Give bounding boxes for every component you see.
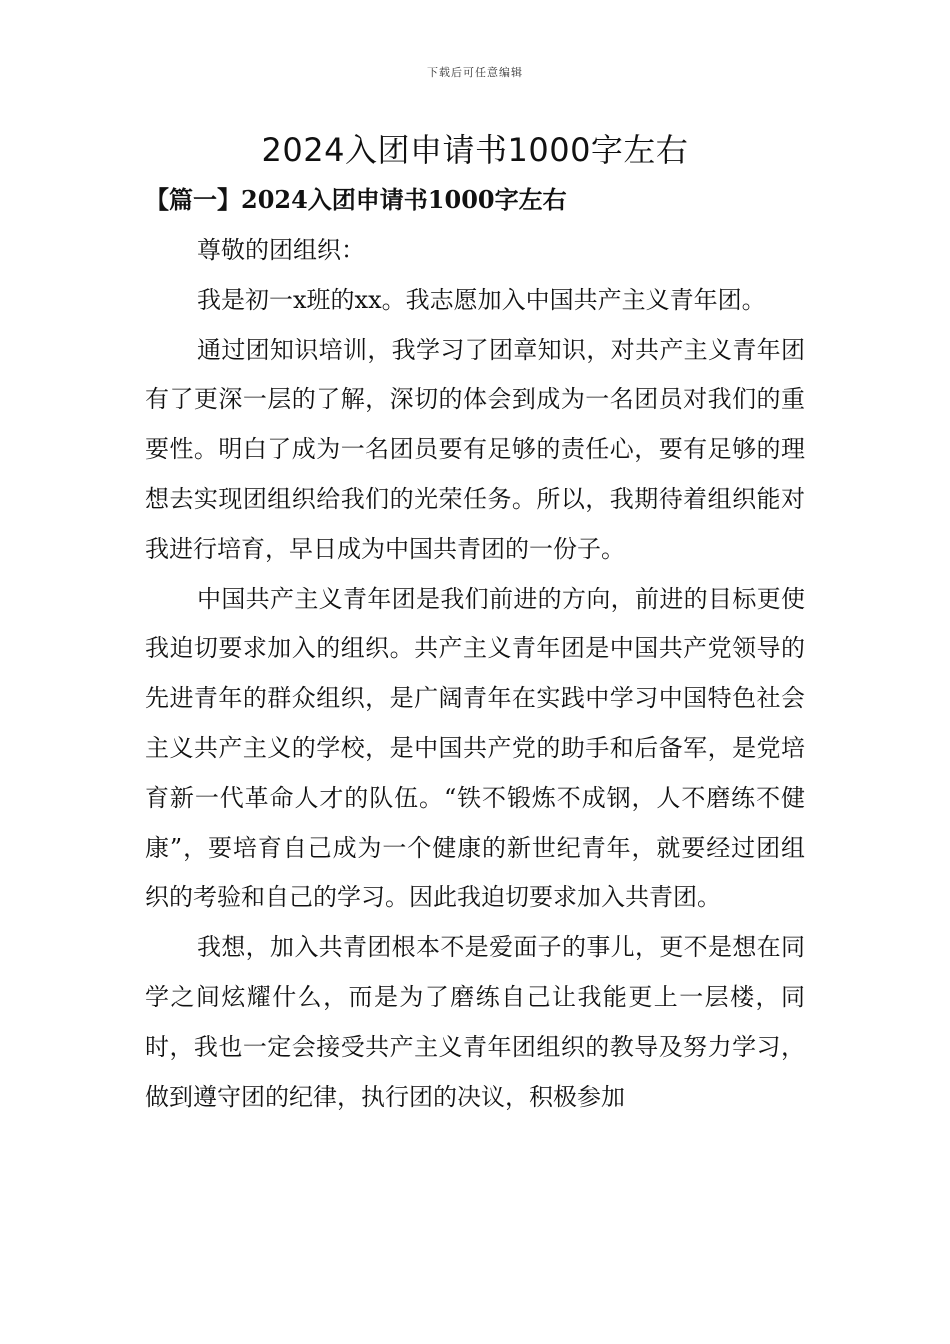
document-body — [145, 226, 805, 1122]
salutation: 尊敬的团组织： — [197, 236, 365, 264]
header-note: 下载后可任意编辑 — [427, 66, 523, 79]
document-title: 2024入团申请书1000字左右 — [261, 131, 689, 169]
paragraph: 通过团知识培训，我学习了团章知识，对共产主义青年团有了更深一层的了解，深切的体会到成为一名团员对我们的重要性。明白了成为一名团员要有足够的责任心，要有足够的理想去实现团组织给我们的光荣任务。所以，我期待着组织能对我进行培育，早日成为中国共青团的一份子。 — [145, 335, 805, 563]
paragraph: 我想，加入共青团根本不是爱面子的事儿，更不是想在同学之间炫耀什么，而是为了磨练自己让我能更上一层楼，同时，我也一定会接受共产主义青年团组织的教导及努力学习，做到遵守团的纪律，执行团的决议，积极参加 — [145, 933, 805, 1111]
paragraph: 中国共产主义青年团是我们前进的方向，前进的目标更使我迫切要求加入的组织。共产主义青年团是中国共产党领导的先进青年的群众组织，是广阔青年在实践中学习中国特色社会主义共产主义的学校，是中国共产党的助手和后备军，是党培育新一代革命人才的队伍。“铁不锻炼不成钢，人不磨练不健康”，要培育自己成为一个健康的新世纪青年，就要经过团组织的考验和自己的学习。因此我迫切要求加入共青团。 — [145, 584, 805, 912]
section-heading: 【篇一】2024入团申请书1000字左右 — [145, 185, 567, 214]
paragraph: 我是初一x班的xx。我志愿加入中国共产主义青年团。 — [197, 285, 766, 314]
